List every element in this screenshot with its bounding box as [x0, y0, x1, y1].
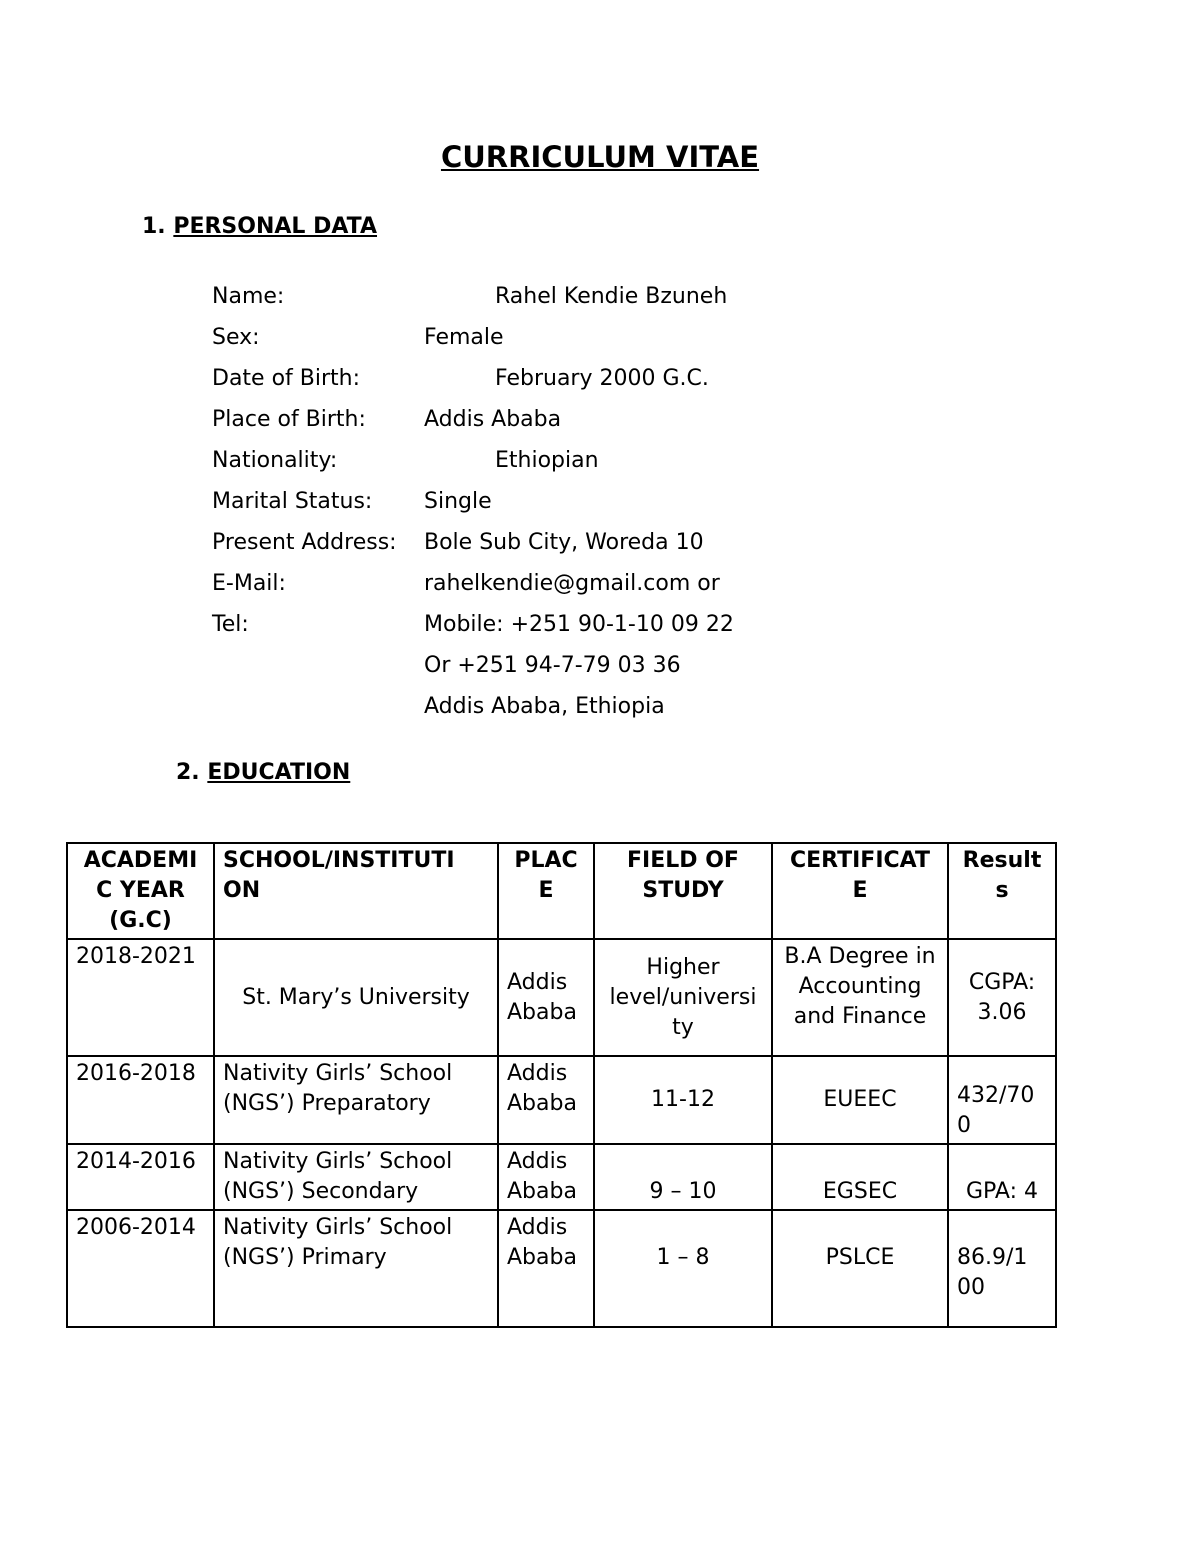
header-results: Result s: [948, 843, 1056, 939]
value-date-of-birth: February 2000 G.C.: [495, 366, 709, 391]
cell-institution: Nativity Girls’ School (NGS’) Preparatory: [214, 1056, 498, 1144]
value-nationality: Ethiopian: [495, 448, 599, 473]
value-tel-mobile: Mobile: +251 90-1-10 09 22: [424, 612, 734, 637]
label-tel: Tel:: [212, 612, 249, 637]
value-name: Rahel Kendie Bzuneh: [495, 284, 728, 309]
cell-result: GPA: 4: [948, 1144, 1056, 1210]
header-academic-year: ACADEMI C YEAR (G.C): [67, 843, 214, 939]
value-tel-alternate: Or +251 94-7-79 03 36: [424, 653, 681, 678]
value-place-of-birth: Addis Ababa: [424, 407, 562, 432]
label-nationality: Nationality:: [212, 448, 338, 473]
cell-place: Addis Ababa: [498, 1210, 594, 1327]
table-row: [67, 1144, 1056, 1210]
cell-institution: Nativity Girls’ School (NGS’) Secondary: [214, 1144, 498, 1210]
table-header-row: [67, 843, 1056, 939]
section-number: 1.: [142, 214, 166, 239]
section-title: PERSONAL DATA: [173, 214, 378, 239]
header-place: PLAC E: [498, 843, 594, 939]
cell-academic-year: 2018-2021: [67, 939, 214, 1056]
table-row: [67, 939, 1056, 1056]
header-certificate: CERTIFICAT E: [772, 843, 948, 939]
label-present-address: Present Address:: [212, 530, 397, 555]
cell-place: Addis Ababa: [498, 1144, 594, 1210]
cell-institution: St. Mary’s University: [214, 939, 498, 1056]
label-sex: Sex:: [212, 325, 260, 350]
cell-result: CGPA: 3.06: [948, 939, 1056, 1056]
cell-certificate: EUEEC: [772, 1056, 948, 1144]
cell-institution: Nativity Girls’ School (NGS’) Primary: [214, 1210, 498, 1327]
value-present-address: Bole Sub City, Woreda 10: [424, 530, 704, 555]
cell-academic-year: 2006-2014: [67, 1210, 214, 1327]
cell-academic-year: 2016-2018: [67, 1056, 214, 1144]
label-date-of-birth: Date of Birth:: [212, 366, 361, 391]
document-title: CURRICULUM VITAE: [440, 140, 760, 174]
section-personal-data-heading: [142, 214, 377, 239]
cell-result: 86.9/1 00: [948, 1210, 1056, 1327]
value-email: rahelkendie@gmail.com or: [424, 571, 720, 596]
header-school-institution: SCHOOL/INSTITUTI ON: [214, 843, 498, 939]
section-title: EDUCATION: [207, 760, 351, 785]
cell-place: Addis Ababa: [498, 1056, 594, 1144]
header-field-of-study: FIELD OF STUDY: [594, 843, 772, 939]
cell-certificate: PSLCE: [772, 1210, 948, 1327]
cell-certificate: EGSEC: [772, 1144, 948, 1210]
label-place-of-birth: Place of Birth:: [212, 407, 366, 432]
label-marital-status: Marital Status:: [212, 489, 373, 514]
cell-field-of-study: Higher level/universi ty: [594, 939, 772, 1056]
cell-academic-year: 2014-2016: [67, 1144, 214, 1210]
cell-certificate: B.A Degree in Accounting and Finance: [772, 939, 948, 1056]
label-name: Name:: [212, 284, 285, 309]
table-row: [67, 1210, 1056, 1327]
cell-field-of-study: 11-12: [594, 1056, 772, 1144]
value-city-country: Addis Ababa, Ethiopia: [424, 694, 665, 719]
value-marital-status: Single: [424, 489, 492, 514]
cell-field-of-study: 9 – 10: [594, 1144, 772, 1210]
cell-place: Addis Ababa: [498, 939, 594, 1056]
cell-result: 432/70 0: [948, 1056, 1056, 1144]
label-email: E-Mail:: [212, 571, 286, 596]
education-table: [66, 842, 1057, 1328]
cell-field-of-study: 1 – 8: [594, 1210, 772, 1327]
section-education-heading: [176, 760, 350, 785]
section-number: 2.: [176, 760, 200, 785]
value-sex: Female: [424, 325, 504, 350]
table-row: [67, 1056, 1056, 1144]
